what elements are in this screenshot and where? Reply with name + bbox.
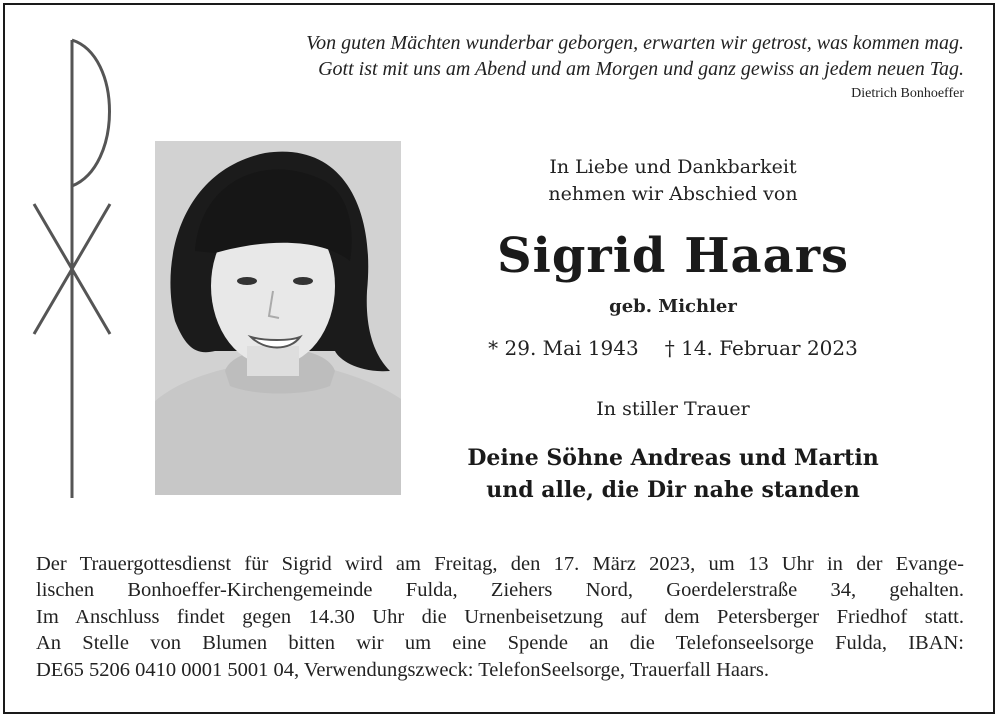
notice-line-3: Im Anschluss findet gegen 14.30 Uhr die Urnenbeisetzung auf dem Petersberger Friedhof statt. [36, 605, 964, 628]
birth-date: * 29. Mai 1943 [488, 336, 639, 360]
mourners-line-2: und alle, die Dir nahe standen [486, 477, 860, 503]
notice-line-1: Der Trauergottesdienst für Sigrid wird am Freitag, den 17. März 2023, um 13 Uhr in der Evange- [36, 553, 964, 575]
funeral-notice [36, 551, 964, 683]
quote [306, 30, 964, 82]
death-date: † 14. Februar 2023 [664, 336, 858, 360]
deceased-name: Sigrid Haars [496, 228, 850, 284]
portrait-photo [155, 141, 401, 495]
notice-line-5: DE65 5206 0410 0001 5001 04, Verwendungszweck: TelefonSeelsorge, Trauerfall Haars. [36, 658, 770, 681]
mourning-intro: In stiller Trauer [596, 398, 750, 420]
notice-line-2: lischen Bonhoeffer-Kirchengemeinde Fulda, Ziehers Nord, Goerdelerstraße 34, gehalten. [36, 579, 964, 602]
intro-text [473, 154, 873, 208]
intro-line-2: nehmen wir Abschied von [548, 183, 798, 205]
life-dates [473, 336, 873, 360]
notice-line-4: An Stelle von Blumen bitten wir um eine Spende an die Telefonseelsorge Fulda, IBAN: [36, 632, 964, 655]
mourners-line-1: Deine Söhne Andreas und Martin [467, 445, 879, 471]
quote-line-2: Gott ist mit uns am Abend und am Morgen und ganz gewiss an jedem neuen Tag. [318, 58, 964, 80]
intro-line-1: In Liebe und Dankbarkeit [549, 156, 797, 178]
quote-author: Dietrich Bonhoeffer [851, 86, 964, 101]
mourners [440, 442, 906, 506]
chi-rho-icon [30, 36, 120, 510]
maiden-name: geb. Michler [609, 296, 737, 317]
quote-line-1: Von guten Mächten wunderbar geborgen, erwarten wir getrost, was kommen mag. [306, 32, 964, 54]
